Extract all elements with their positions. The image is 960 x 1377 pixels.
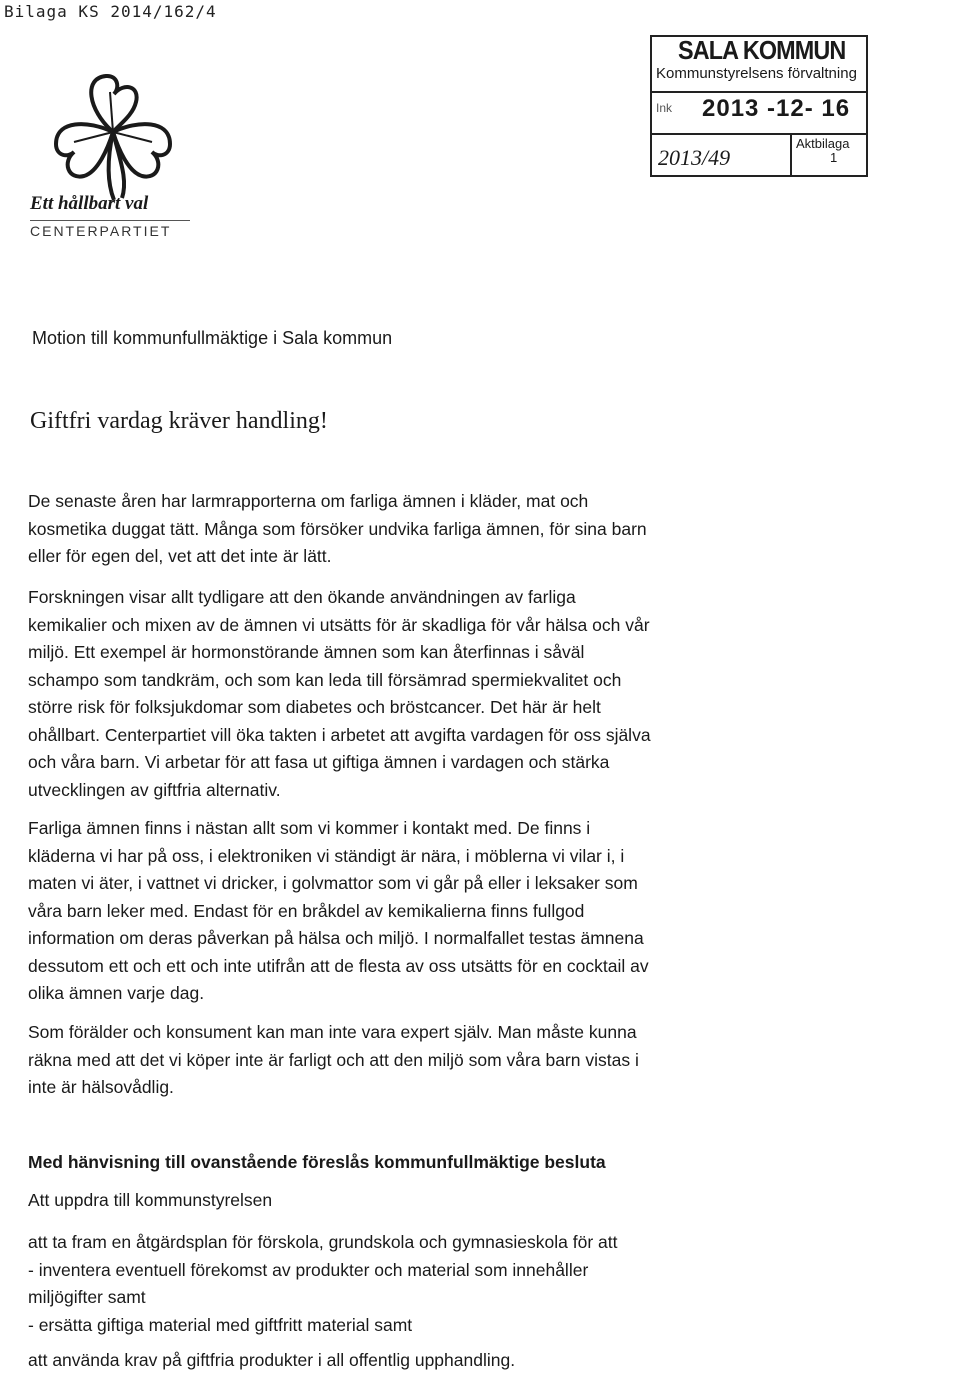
decision-final: att använda krav på giftfria produkter i all offentlig upphandling. — [28, 1350, 516, 1370]
paragraph-line: kosmetika duggat tätt. Många som försöker undvika farliga ämnen, för sina barn — [28, 518, 647, 539]
decision-item: - ersätta giftiga material med giftfritt material samt — [28, 1314, 413, 1335]
paragraph-line: större risk för folksjukdomar som diabetes och bröstcancer. Det här är helt — [28, 697, 601, 717]
paragraph-line: inte är hälsovådlig. — [28, 1077, 174, 1097]
paragraph-line: Forskningen visar allt tydligare att den ökande användningen av farliga — [28, 587, 576, 607]
stamp-border-right — [866, 35, 868, 177]
paragraph-line: räkna med att det vi köper inte är farligt och att den miljö som våra barn vistas i — [28, 1049, 639, 1070]
stamp-divider-1 — [650, 91, 868, 93]
paragraph-line: ohållbart. Centerpartiet vill öka takten i arbetet att avgifta vardagen för oss själva — [28, 724, 651, 745]
paragraph-line: kläderna vi har på oss, i elektroniken vi ständigt är nära, i möblerna vi vilar i, i — [28, 845, 625, 866]
decision-item: miljögifter samt — [28, 1287, 146, 1307]
paragraph-line: våra barn leker med. Endast för en bråkdel av kemikalierna finns fullgod — [28, 900, 585, 921]
party-slogan: Ett hållbart val — [30, 193, 149, 214]
stamp-border-left — [650, 35, 652, 177]
party-name: CENTERPARTIET — [30, 223, 172, 239]
paragraph-exposure — [28, 815, 938, 1008]
paragraph-line: och våra barn. Vi arbetar för att fasa ut giftiga ämnen i vardagen och stärka — [28, 752, 610, 772]
motion-title: Motion till kommunfullmäktige i Sala kommun — [32, 328, 393, 348]
received-stamp — [650, 35, 868, 177]
stamp-department: Kommunstyrelsens förvaltning — [656, 65, 857, 82]
decision-heading: Med hänvisning till ovanstående föreslås kommunfullmäktige besluta — [28, 1152, 606, 1172]
paragraph-intro — [28, 488, 938, 571]
page-title: Giftfri vardag kräver handling! — [30, 408, 328, 434]
stamp-municipality: SALA KOMMUN — [678, 35, 846, 65]
paragraph-line: olika ämnen varje dag. — [28, 983, 205, 1003]
decision-item: att ta fram en åtgärdsplan för förskola, grundskola och gymnasieskola för att — [28, 1232, 618, 1252]
slogan-divider — [30, 220, 190, 221]
clover-icon — [48, 70, 178, 205]
stamp-aktbilaga-number: 1 — [830, 150, 838, 165]
document-reference: Bilaga KS 2014/162/4 — [4, 2, 217, 21]
stamp-date: 2013 -12- 16 — [702, 95, 851, 122]
stamp-akt-separator — [790, 133, 792, 177]
paragraph-line: Farliga ämnen finns i nästan allt som vi kommer i kontakt med. De finns i — [28, 818, 591, 838]
decision-item: - inventera eventuell förekomst av produkter och material som innehåller — [28, 1259, 589, 1280]
paragraph-line: kemikalier och mixen av de ämnen vi utsätts för är skadliga för vår hälsa och vår — [28, 614, 650, 635]
paragraph-line: De senaste åren har larmrapporterna om farliga ämnen i kläder, mat och — [28, 491, 589, 511]
paragraph-research — [28, 584, 938, 804]
decision-assignment: Att uppdra till kommunstyrelsen — [28, 1190, 273, 1210]
stamp-divider-2 — [650, 133, 868, 135]
paragraph-line: schampo som tandkräm, och som kan leda till försämrad spermiekvalitet och — [28, 669, 622, 690]
paragraph-consumer — [28, 1019, 938, 1102]
paragraph-line: dessutom ett och ett och inte utifrån att de flesta av oss utsätts för en cocktail av — [28, 955, 649, 976]
stamp-aktbilaga-label: Aktbilaga — [796, 136, 850, 151]
paragraph-line: eller för egen del, vet att det inte är lätt. — [28, 546, 332, 566]
paragraph-line: maten vi äter, i vattnet vi dricker, i golvmattor som vi går på eller i leksaker som — [28, 873, 638, 893]
stamp-border-bottom — [650, 175, 868, 177]
stamp-diary-number: 2013/49 — [658, 145, 731, 170]
paragraph-line: miljö. Ett exempel är hormonstörande ämnen som kan återfinnas i såväl — [28, 642, 585, 662]
paragraph-line: information om deras påverkan på hälsa och miljö. I normalfallet testas ämnena — [28, 928, 644, 948]
stamp-ink-label: Ink — [656, 101, 673, 115]
decision-items — [28, 1229, 617, 1339]
paragraph-line: utvecklingen av giftfria alternativ. — [28, 779, 281, 800]
paragraph-line: Som förälder och konsument kan man inte vara expert själv. Man måste kunna — [28, 1022, 637, 1042]
